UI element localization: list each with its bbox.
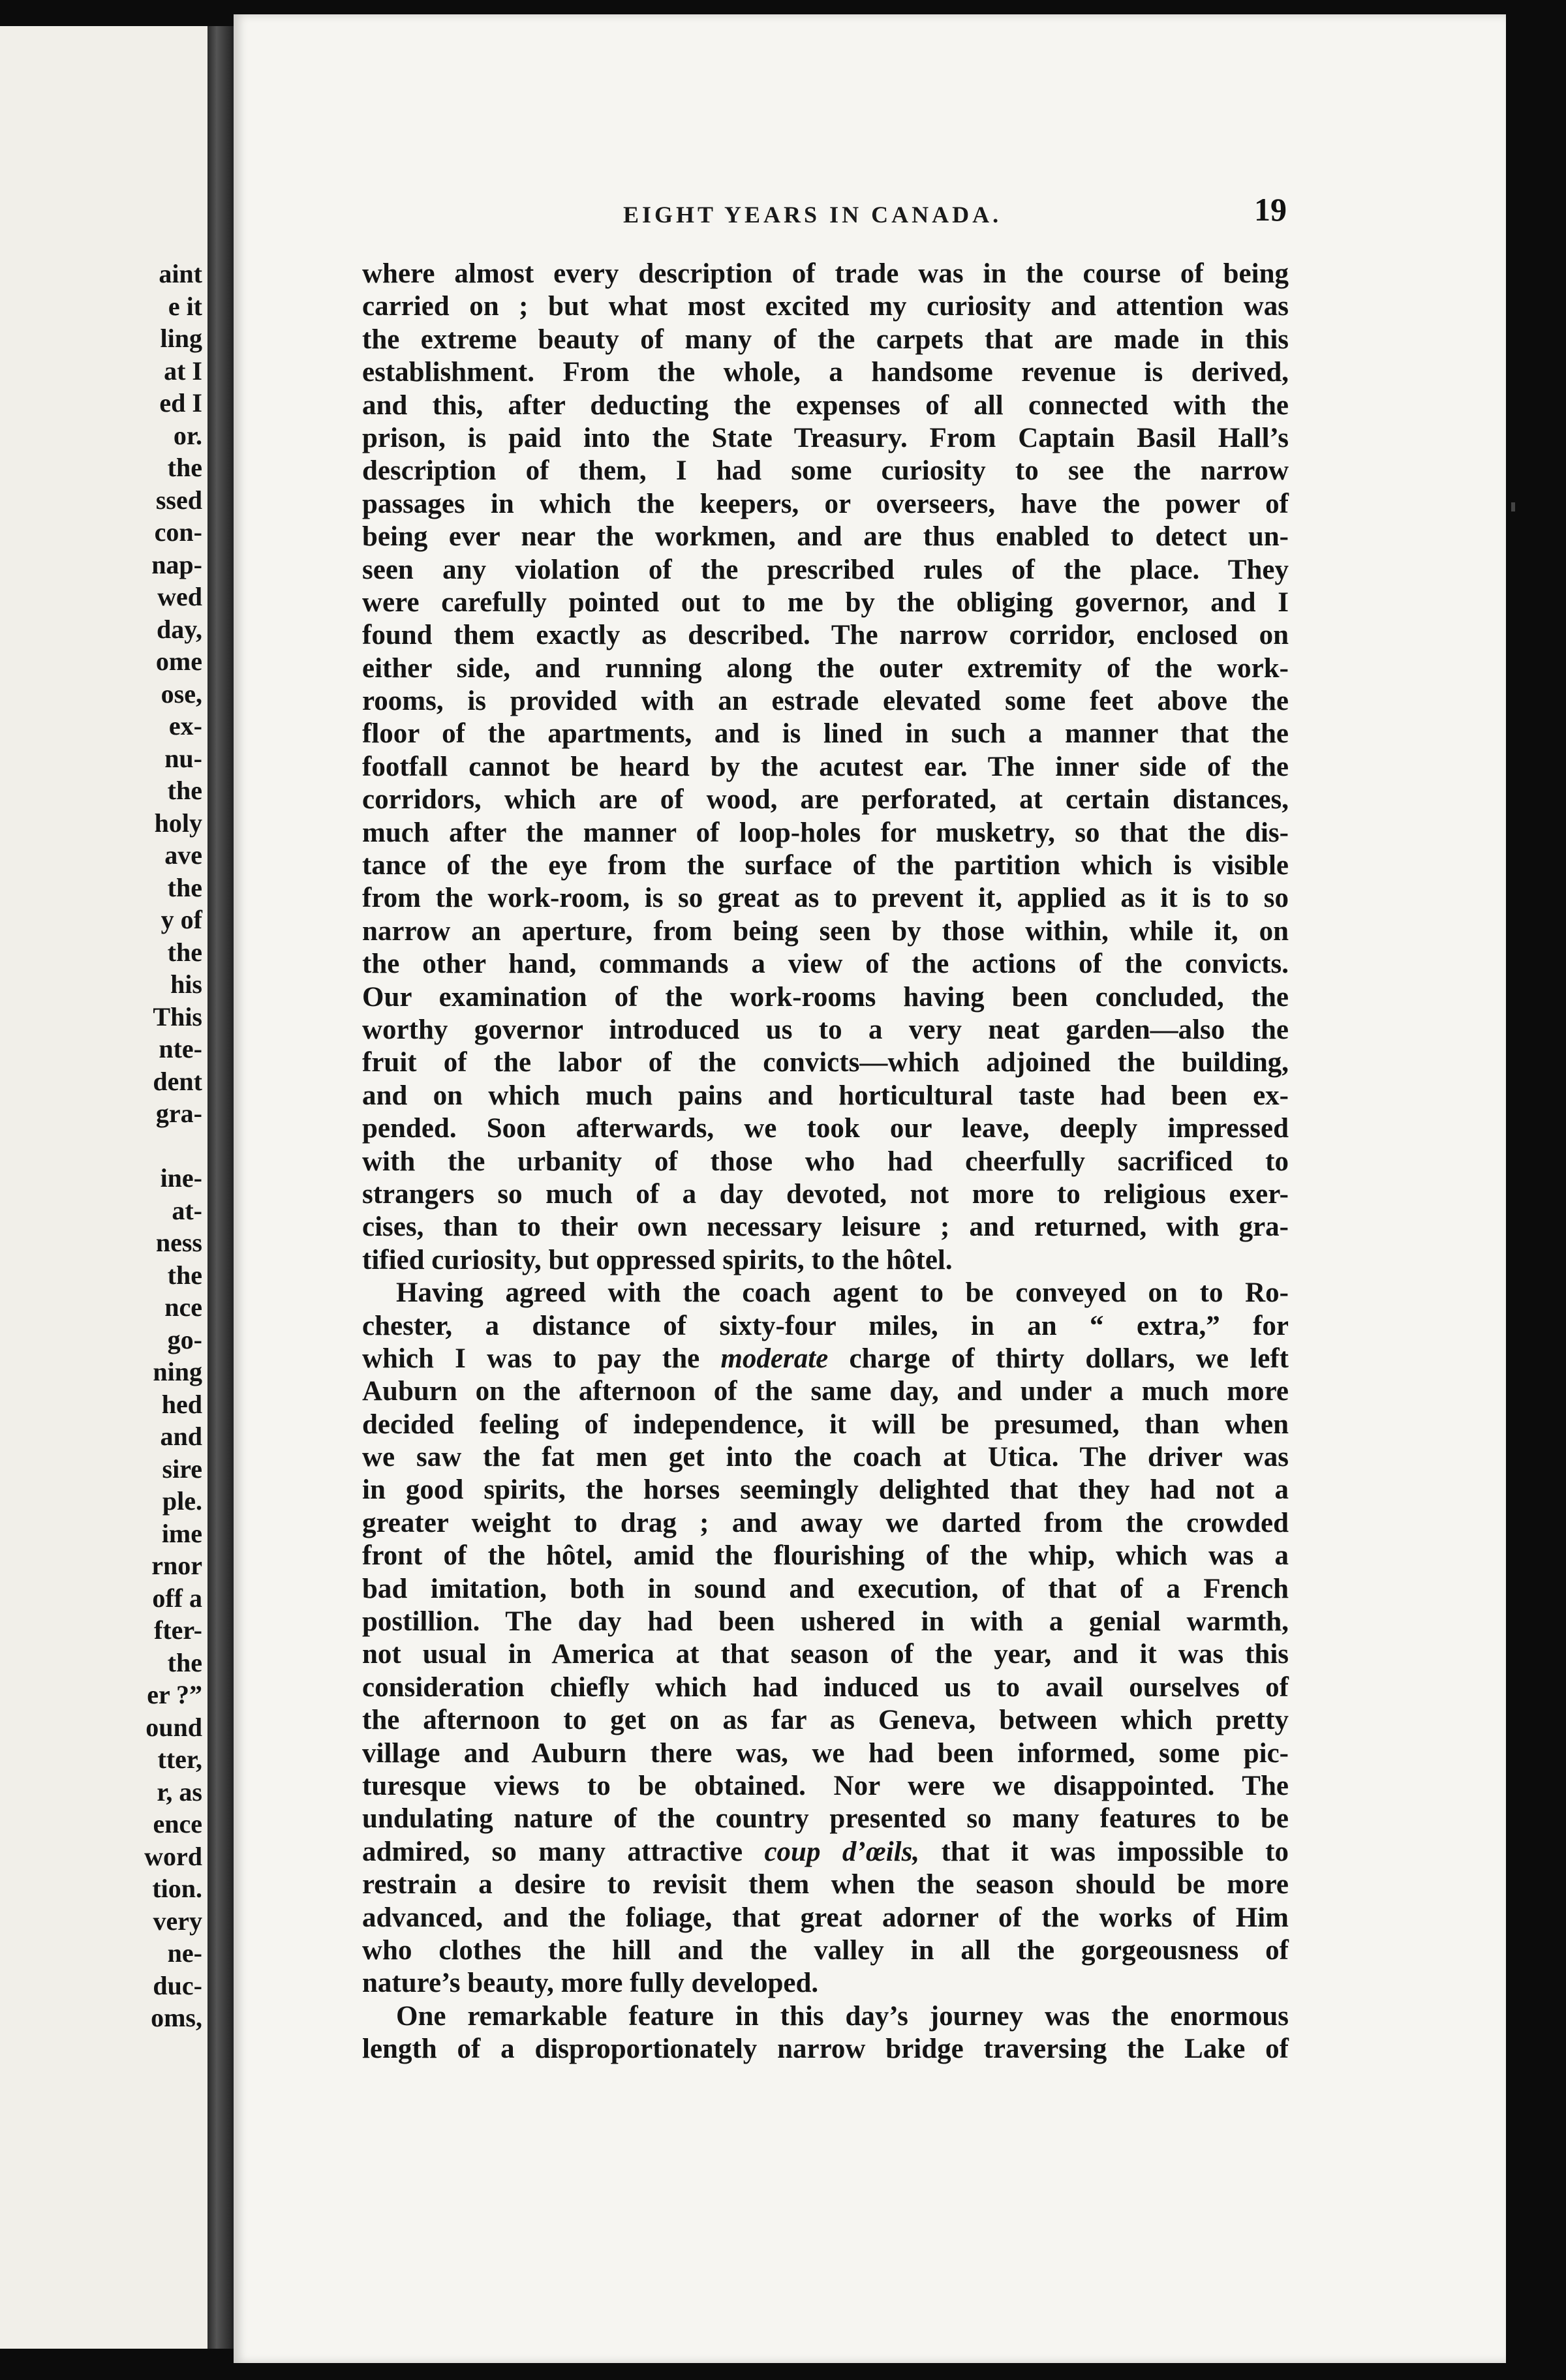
text-line: seen any violation of the prescribed rules of the place. They <box>362 554 1289 585</box>
text-line: consideration chiefly which had induced us to avail ourselves of <box>362 1671 1289 1703</box>
fragment-line: the <box>167 453 202 482</box>
text-line: front of the hôtel, amid the flourishing of the whip, which was a <box>362 1540 1289 1572</box>
text-line <box>362 1836 1289 1869</box>
running-head <box>388 191 1315 230</box>
fragment-line: wed <box>157 582 202 611</box>
text-line: much after the manner of loop-holes for musketry, so that the dis- <box>362 817 1289 848</box>
fragment-line: duc- <box>153 1970 202 2000</box>
page-edge-mark <box>1511 502 1515 511</box>
fragment-line: or. <box>173 420 202 450</box>
fragment-line: hed <box>161 1389 202 1419</box>
text-line: strangers so much of a day devoted, not more to religious exer- <box>362 1178 1289 1210</box>
text-line: rooms, is provided with an estrade elevated some feet above the <box>362 686 1289 717</box>
fragment-line: ed I <box>159 388 202 418</box>
text-line: with the urbanity of those who had cheerfully sacrificed to <box>362 1146 1289 1177</box>
text-line: length of a disproportionately narrow bridge traversing the Lake of <box>362 2034 1289 2065</box>
fragment-line: nap- <box>151 549 202 579</box>
text-line: from the work-room, is so great as to prevent it, applied as it is to so <box>362 883 1289 914</box>
fragment-line: This <box>153 1001 202 1031</box>
text-line: the afternoon to get on as far as Geneva, between which pretty <box>362 1705 1289 1736</box>
fragment-line: the <box>167 937 202 967</box>
text-line: floor of the apartments, and is lined in such a manner that the <box>362 718 1289 750</box>
fragment-line: tion. <box>152 1874 202 1903</box>
fragment-line: ex- <box>168 711 202 740</box>
page-body-text <box>362 258 1289 2066</box>
fragment-line: con- <box>154 517 202 547</box>
fragment-line: off a <box>152 1583 202 1613</box>
text-line: village and Auburn there was, we had been informed, some pic- <box>362 1737 1289 1769</box>
fragment-line: word <box>144 1841 202 1871</box>
fragment-line: rnor <box>151 1551 202 1580</box>
fragment-line: ple. <box>162 1486 202 1516</box>
fragment-line: and <box>160 1422 202 1451</box>
fragment-line: dent <box>153 1066 202 1096</box>
text-line: we saw the fat men get into the coach at Utica. The driver was <box>362 1442 1289 1473</box>
text-line: who clothes the hill and the valley in all the gorgeousness of <box>362 1934 1289 1966</box>
fragment-line: ome <box>155 647 202 676</box>
italic-phrase: coup d’œils, <box>764 1836 920 1867</box>
book-gutter <box>207 26 234 2349</box>
fragment-line: ime <box>161 1518 202 1548</box>
fragment-line: go- <box>167 1324 202 1354</box>
text-line: footfall cannot be heard by the acutest ear. The inner side of the <box>362 751 1289 782</box>
text-line: establishment. From the whole, a handsome revenue is derived, <box>362 357 1289 388</box>
fragment-line: ling <box>160 324 202 353</box>
fragment-line: ence <box>153 1809 202 1838</box>
fragment-line <box>144 1130 202 1163</box>
fragment-line: ssed <box>155 485 202 515</box>
fragment-line: the <box>167 1260 202 1290</box>
fragment-line: day, <box>156 614 202 644</box>
text-line: turesque views to be obtained. Nor were we disappointed. The <box>362 1770 1289 1801</box>
fragment-line: oms, <box>151 2003 202 2032</box>
text-line: nature’s beauty, more fully developed. <box>362 1968 819 1999</box>
text-line: and on which much pains and horticultural taste had been ex- <box>362 1080 1289 1111</box>
text-line: fruit of the labor of the convicts—which adjoined the building, <box>362 1047 1289 1078</box>
text-line: were carefully pointed out to me by the obliging governor, and I <box>362 587 1289 618</box>
text-line: not usual in America at that season of the year, and it was this <box>362 1639 1289 1670</box>
fragment-line: ning <box>153 1357 202 1386</box>
fragment-line: ose, <box>161 679 202 709</box>
text-line: description of them, I had some curiosity to see the narrow <box>362 455 1289 487</box>
fragment-line: ound <box>146 1712 202 1742</box>
text-segment: charge of thirty dollars, we left <box>828 1343 1289 1374</box>
text-segment: that it was impossible to <box>919 1836 1289 1867</box>
text-line: cises, than to their own necessary leisure ; and returned, with gra- <box>362 1212 1289 1243</box>
text-line: corridors, which are of wood, are perforated, at certain distances, <box>362 784 1289 816</box>
fragment-line: ine- <box>160 1163 202 1193</box>
text-line: either side, and running along the outer extremity of the work- <box>362 652 1289 684</box>
text-line: tified curiosity, but oppressed spirits, to the hôtel. <box>362 1244 953 1275</box>
text-line: undulating nature of the country presented so many features to be <box>362 1803 1289 1835</box>
text-segment: which I was to pay the <box>362 1343 721 1374</box>
fragment-line: the <box>167 776 202 805</box>
fragment-line: sire <box>162 1454 202 1484</box>
fragment-line: the <box>167 1647 202 1677</box>
text-line: worthy governor introduced us to a very neat garden—also the <box>362 1014 1289 1045</box>
fragment-line: at- <box>172 1195 202 1225</box>
text-segment: admired, so many attractive <box>362 1836 765 1867</box>
fragment-line: nce <box>164 1292 202 1322</box>
fragment-line: his <box>170 969 202 999</box>
previous-page-edge <box>0 26 207 2349</box>
fragment-line: y of <box>161 905 202 934</box>
text-line: Auburn on the afternoon of the same day, and under a much more <box>362 1376 1289 1407</box>
text-line: carried on ; but what most excited my curiosity and attention was <box>362 291 1289 322</box>
text-line: advanced, and the foliage, that great adorner of the works of Him <box>362 1902 1289 1933</box>
text-line: passages in which the keepers, or overseers, have the power of <box>362 488 1289 519</box>
text-line: greater weight to drag ; and away we darted from the crowded <box>362 1507 1289 1538</box>
fragment-line: r, as <box>157 1777 202 1807</box>
italic-phrase: moderate <box>720 1343 829 1374</box>
text-line: where almost every description of trade was in the course of being <box>362 258 1289 289</box>
fragment-line: holy <box>154 808 202 838</box>
text-line: bad imitation, both in sound and execution, of that of a French <box>362 1573 1289 1604</box>
text-line: postillion. The day had been ushered in with a genial warmth, <box>362 1606 1289 1638</box>
text-line: found them exactly as described. The narrow corridor, enclosed on <box>362 620 1289 651</box>
fragment-line: aint <box>159 259 202 288</box>
fragment-line: ave <box>164 840 202 870</box>
text-line: prison, is paid into the State Treasury. From Captain Basil Hall’s <box>362 422 1289 453</box>
fragment-line: nu- <box>164 743 202 773</box>
text-line <box>362 1343 1289 1375</box>
fragment-line: very <box>153 1906 202 1936</box>
fragment-line: tter, <box>157 1745 202 1774</box>
previous-page-text-fragment <box>144 258 202 2034</box>
text-line: Our examination of the work-rooms having been concluded, the <box>362 981 1289 1013</box>
fragment-line: ne- <box>167 1938 202 1968</box>
fragment-line: gra- <box>155 1099 202 1128</box>
fragment-line: e it <box>168 291 202 321</box>
fragment-line: the <box>167 872 202 902</box>
text-line: tance of the eye from the surface of the partition which is visible <box>362 850 1289 881</box>
text-line: narrow an aperture, from being seen by those within, while it, on <box>362 915 1289 947</box>
text-line: being ever near the workmen, and are thus enabled to detect un- <box>362 521 1289 553</box>
text-line: Having agreed with the coach agent to be conveyed on to Ro- <box>396 1277 1289 1309</box>
page-number: 19 <box>1254 191 1287 228</box>
fragment-line: at I <box>164 356 202 386</box>
text-line: the other hand, commands a view of the actions of the convicts. <box>362 949 1289 980</box>
text-line: in good spirits, the horses seemingly delighted that they had not a <box>362 1474 1289 1506</box>
text-line: One remarkable feature in this day’s journey was the enormous <box>396 2000 1289 2032</box>
fragment-line: fter- <box>154 1615 202 1645</box>
text-line: restrain a desire to revisit them when the season should be more <box>362 1869 1289 1900</box>
text-line: and this, after deducting the expenses of all connected with the <box>362 389 1289 421</box>
text-line: the extreme beauty of many of the carpets that are made in this <box>362 324 1289 355</box>
fragment-line: er ?” <box>147 1680 202 1709</box>
text-line: decided feeling of independence, it will be presumed, than when <box>362 1409 1289 1440</box>
running-title: EIGHT YEARS IN CANADA. <box>623 202 1002 228</box>
fragment-line: ness <box>155 1228 202 1257</box>
fragment-line: nte- <box>159 1034 202 1063</box>
text-line: chester, a distance of sixty-four miles, in an “ extra,” for <box>362 1310 1289 1341</box>
text-line: pended. Soon afterwards, we took our leave, deeply impressed <box>362 1113 1289 1144</box>
